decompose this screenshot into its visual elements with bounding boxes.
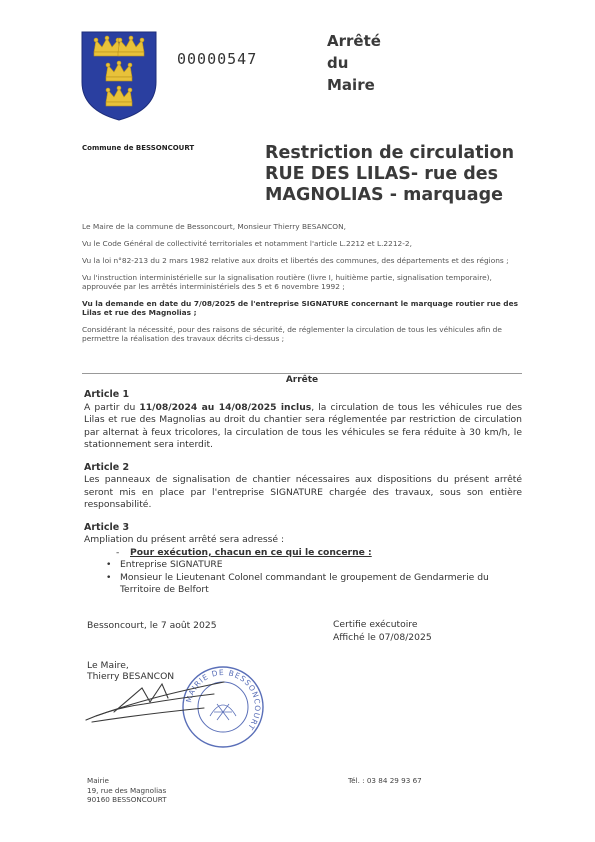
certification (333, 619, 432, 644)
phone-number: Tél. : 03 84 29 93 67 (348, 776, 422, 785)
visa-instruction: Vu l'instruction interministérielle sur la signalisation routière (livre I, huitième partie, signalisation temporaire), approuvée par les arrêtés interministériels des 5 et 6 novembre 1992 ; (82, 273, 492, 291)
visas-section (82, 222, 522, 351)
visa-cgct: Vu le Code Général de collectivité territoriales et notamment l'article L.2212 et L.2212-2, (82, 239, 412, 248)
arrete-heading: Arrête (82, 373, 522, 385)
bullet-icon: • (106, 559, 112, 570)
article-1-post: , la circulation de tous les véhicules rue des Lilas et rue des Magnolias au droit du chantier sera réglementée par restriction de circulation par alternat à feux tricolores, la circulation de tous les véhicules se fera réduite à 30 km/h, le stationnement sera interdit. (84, 401, 523, 450)
address-block (87, 776, 167, 805)
subject-line-1: Restriction de circulation (265, 143, 515, 163)
certif-line-2: Affiché le 07/08/2025 (333, 631, 432, 643)
subject-line-2: RUE DES LILAS- rue des (265, 164, 499, 184)
article-3-subheading-text: Pour exécution, chacun en ce qui le concerne : (130, 546, 372, 558)
article-3-intro: Ampliation du présent arrêté sera adressé : (84, 534, 285, 545)
address-line-3: 90160 BESSONCOURT (87, 795, 167, 804)
handwritten-signature (84, 668, 244, 728)
article-2-title: Article 2 (84, 461, 130, 473)
title-line-2: du (327, 54, 349, 72)
article-1-text (84, 402, 522, 452)
address-line-2: 19, rue des Magnolias (87, 785, 167, 795)
document-type-title (327, 30, 381, 96)
visa-loi: Vu la loi n°82-213 du 2 mars 1982 relative aux droits et libertés des communes, des départements et des régions ; (82, 256, 509, 265)
subject-title (265, 143, 545, 206)
article-1 (84, 389, 522, 452)
article-2-text: Les panneaux de signalisation de chantier nécessaires aux dispositions du présent arrêté seront mis en place par l'entreprise SIGNATURE chargée des travaux, sous son entière responsabilité. (84, 474, 522, 510)
title-line-1: Arrêté (327, 32, 381, 50)
bullet-icon: • (106, 571, 112, 583)
list-item (106, 571, 522, 597)
list-item (106, 559, 522, 572)
visa-mayor: Le Maire de la commune de Bessoncourt, Monsieur Thierry BESANCON, (82, 222, 346, 231)
document-number: 00000547 (177, 50, 258, 68)
visa-demande: Vu la demande en date du 7/08/2025 de l'entreprise SIGNATURE concernant le marquage routier rue des Lilas et rue des Magnolias ; (82, 299, 518, 317)
article-1-dates: 11/08/2024 au 14/08/2025 inclus (139, 401, 312, 413)
article-1-pre: A partir du (84, 401, 140, 413)
recipients-list (84, 559, 522, 597)
certif-line-1: Certifie exécutoire (333, 619, 418, 630)
article-1-title: Article 1 (84, 389, 130, 400)
recipient-2: Monsieur le Lieutenant Colonel commandant le groupement de Gendarmerie du Territoire de Belfort (120, 571, 489, 595)
dash-marker: - (116, 546, 120, 558)
subject-line-3: MAGNOLIAS - marquage (265, 185, 503, 205)
coat-of-arms-logo (80, 30, 158, 122)
visa-considerant: Considérant la nécessité, pour des raisons de sécurité, de réglementer la circulation de tous les véhicules afin de permettre la réalisation des travaux décrits ci-dessus ; (82, 325, 502, 343)
recipient-1: Entreprise SIGNATURE (120, 559, 223, 570)
title-line-3: Maire (327, 76, 375, 94)
article-2 (84, 462, 522, 512)
address-line-1: Mairie (87, 776, 109, 785)
place-date: Bessoncourt, le 7 août 2025 (87, 620, 217, 631)
signer-role: Le Maire, (87, 660, 129, 671)
commune-name: Commune de BESSONCOURT (82, 144, 195, 152)
article-3 (84, 522, 522, 597)
article-3-subheading (116, 547, 522, 560)
signer-name: Thierry BESANCON (87, 671, 175, 682)
article-3-title: Article 3 (84, 521, 130, 533)
articles-body (84, 389, 522, 607)
svg-text:MAIRIE DE BESSONCOURT: MAIRIE DE BESSONCOURT (184, 667, 263, 733)
